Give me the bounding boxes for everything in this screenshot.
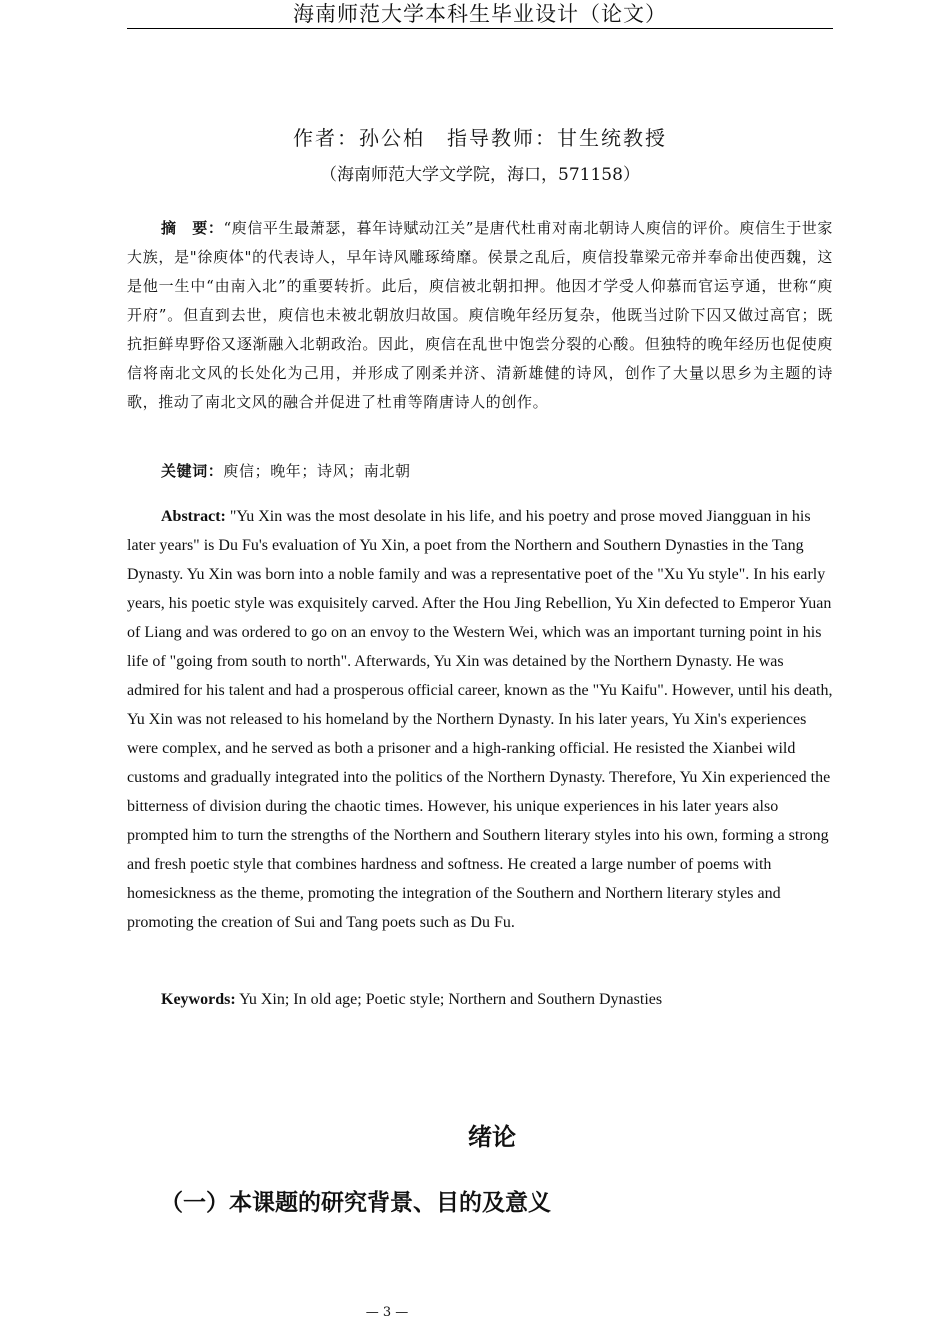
keywords-cn-text: 庾信；晚年；诗风；南北朝 xyxy=(223,462,411,480)
keywords-cn-label: 关键词： xyxy=(161,462,224,480)
abstract-cn xyxy=(127,214,833,417)
abstract-cn-label: 摘 要： xyxy=(161,219,224,237)
affiliation: （海南师范大学文学院，海口，571158） xyxy=(320,165,640,185)
keywords-en-text: Yu Xin; In old age; Poetic style; Northern and Southern Dynasties xyxy=(235,991,663,1008)
keywords-cn xyxy=(161,460,411,481)
abstract-en-text: "Yu Xin was the most desolate in his life, and his poetry and prose moved Jiangguan in his later years" is Du Fu's evaluation of Yu Xin, a poet from the Northern and Southern Dynasties in the Tang Dynasty. Yu Xin was born into a noble family and was a representative poet of the "Xu Yu style". In his early years, his poetic style was exquisitely carved. After the Hou Jing Rebellion, Yu Xin defected to Emperor Yuan of Liang and was ordered to go on an envoy to the Western Wei, which was an important turning point in his life of "going from south to north". Afterwards, Yu Xin was detained by the Northern Dynasty. He was admired for his talent and had a prosperous official career, known as the "Yu Kaifu". However, until his death, Yu Xin was not released to his homeland by the Northern Dynasty. In his later years, Yu Xin's experiences were complex, and he served as both a prisoner and a high-ranking official. He resisted the Xianbei wild customs and gradually integrated into the politics of the Northern Dynasty. Therefore, Yu Xin experienced the bitterness of division during the chaotic times. However, his unique experiences in his later years also prompted him to turn the strengths of the Northern and Southern literary styles into his own, forming a strong and fresh poetic style that combines hardness and softness. He created a large number of poems with homesickness as the theme, promoting the integration of the Southern and Northern literary styles and promoting the creation of Sui and Tang poets such as Du Fu. xyxy=(127,508,833,931)
abstract-en-label: Abstract: xyxy=(161,508,226,525)
abstract-en xyxy=(127,502,833,937)
keywords-en-label: Keywords: xyxy=(161,991,236,1008)
intro-title: 绪论 xyxy=(468,1122,516,1151)
section-heading: （一）本课题的研究背景、目的及意义 xyxy=(160,1189,551,1216)
abstract-cn-text: “庾信平生最萧瑟，暮年诗赋动江关”是唐代杜甫对南北朝诗人庾信的评价。庾信生于世家大族，是"徐庾体"的代表诗人，早年诗风雕琢绮靡。侯景之乱后，庾信投靠梁元帝并奉命出使西魏，这是他一生中“由南入北”的重要转折。此后，庾信被北朝扣押。他因才学受人仰慕而官运亨通，世称“庾开府”。但直到去世，庾信也未被北朝放归故国。庾信晚年经历复杂，他既当过阶下囚又做过高官；既抗拒鲜卑野俗又逐渐融入北朝政治。因此，庾信在乱世中饱尝分裂的心酸。但独特的晚年经历也促使庾信将南北文风的长处化为己用，并形成了刚柔并济、清新雄健的诗风，创作了大量以思乡为主题的诗歌，推动了南北文风的融合并促进了杜甫等隋唐诗人的创作。 xyxy=(127,219,834,411)
page-header: 海南师范大学本科生毕业设计（论文） xyxy=(127,0,833,29)
keywords-en xyxy=(161,991,662,1009)
page-number: — 3 — xyxy=(365,1305,409,1320)
author-line: 作者：孙公柏 指导教师：甘生统教授 xyxy=(293,126,667,150)
